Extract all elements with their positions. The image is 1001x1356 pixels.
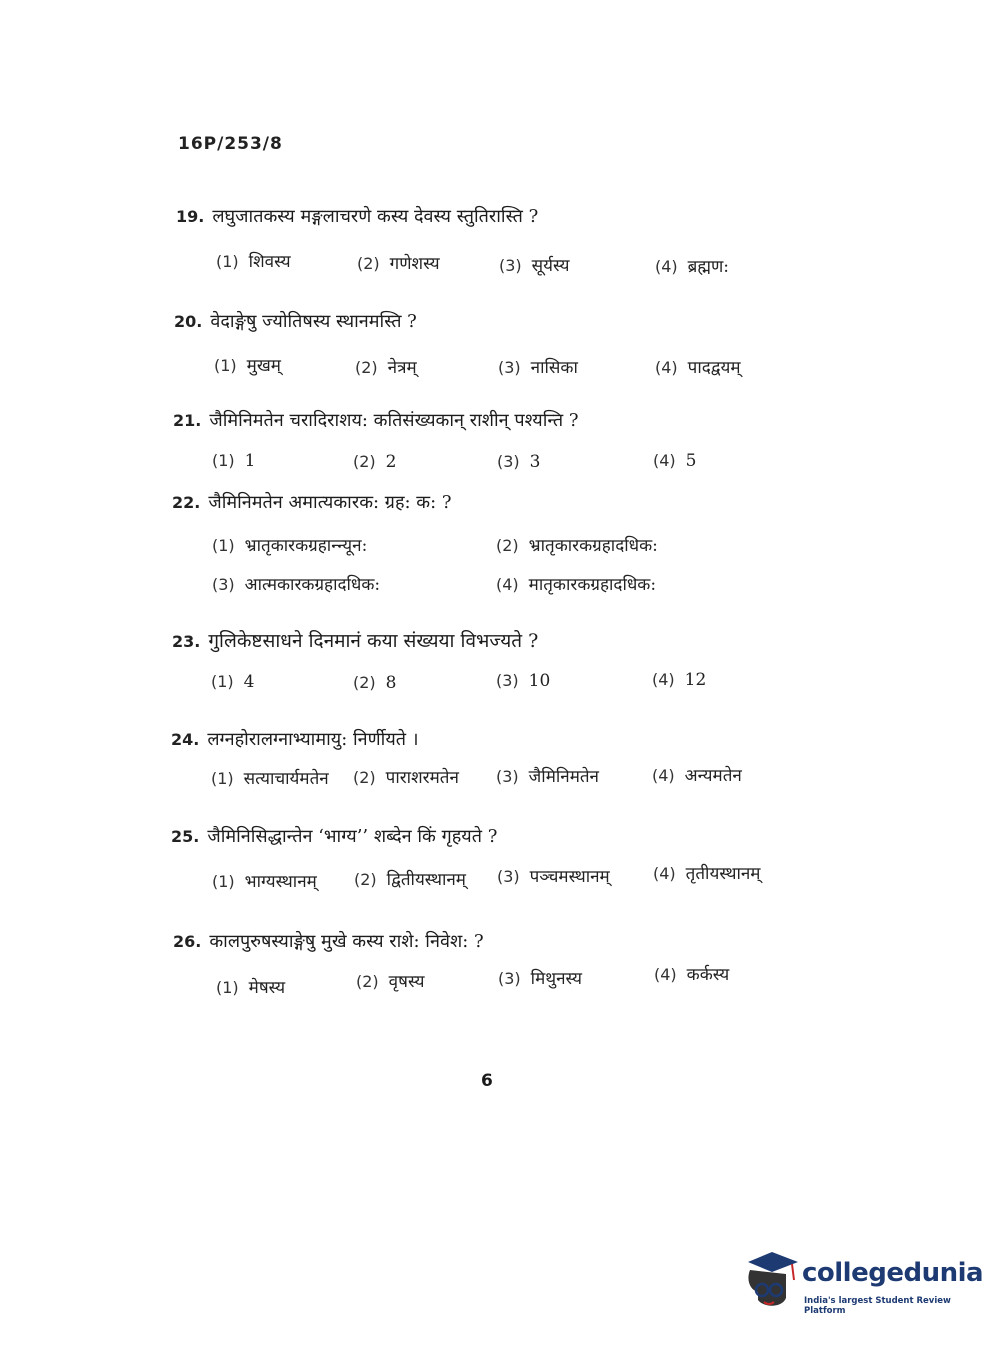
option-number: (4) — [496, 575, 519, 594]
option-3 — [498, 355, 578, 378]
option-number: (4) — [653, 864, 676, 883]
option-text: 12 — [684, 670, 707, 690]
option-number: (4) — [655, 358, 678, 377]
option-text: पाराशरमतेन — [385, 768, 459, 788]
option-text: सत्याचार्यमतेन — [243, 769, 329, 789]
option-2 — [354, 867, 466, 890]
option-3 — [496, 764, 599, 787]
option-number: (3) — [496, 671, 519, 690]
question-26 — [173, 929, 484, 953]
option-2 — [356, 969, 424, 992]
question-22 — [172, 490, 452, 514]
question-20 — [174, 309, 417, 333]
option-1 — [212, 869, 317, 892]
option-number: (3) — [212, 575, 235, 594]
option-2 — [355, 355, 417, 378]
option-1 — [212, 451, 256, 471]
option-text: पञ्चमस्थानम् — [529, 867, 610, 887]
option-text: मेषस्य — [248, 978, 286, 998]
option-text: तृतीयस्थानम् — [685, 864, 761, 884]
option-number: (2) — [353, 673, 376, 692]
option-2 — [357, 251, 440, 274]
option-number: (2) — [357, 254, 380, 273]
option-text: 2 — [385, 452, 397, 472]
collegedunia-logo — [742, 1250, 984, 1320]
option-text: सूर्यस्य — [531, 256, 570, 276]
question-text: जैमिनिसिद्धान्तेन ‘भाग्य’’ शब्देन किं गृहयते ? — [207, 826, 498, 847]
option-text: भाग्यस्थानम् — [244, 872, 317, 892]
option-4 — [654, 962, 729, 985]
option-text: पादद्वयम् — [687, 358, 741, 378]
option-number: (2) — [353, 452, 376, 471]
option-1 — [216, 249, 291, 272]
option-number: (1) — [216, 978, 239, 997]
option-text: भ्रातृकारकग्रहादधिक: — [528, 536, 658, 556]
option-1 — [212, 533, 367, 556]
option-4 — [653, 451, 697, 471]
option-number: (1) — [211, 672, 234, 691]
option-text: आत्मकारकग्रहादधिक: — [244, 575, 381, 595]
question-number: 20. — [174, 312, 203, 331]
option-text: 1 — [244, 451, 256, 471]
option-number: (2) — [353, 768, 376, 787]
question-text: जैमिनिमतेन अमात्यकारक: ग्रह: क: ? — [208, 492, 452, 513]
option-text: मुखम् — [246, 356, 281, 376]
option-number: (2) — [354, 870, 377, 889]
option-3 — [212, 572, 380, 595]
option-3 — [499, 253, 570, 276]
question-number: 26. — [173, 932, 202, 951]
option-number: (4) — [653, 451, 676, 470]
option-4 — [496, 572, 656, 595]
option-text: अन्यमतेन — [684, 766, 742, 786]
question-number: 21. — [173, 411, 202, 430]
option-text: 8 — [385, 673, 397, 693]
option-1 — [211, 672, 255, 692]
option-text: नासिका — [530, 358, 578, 378]
option-3 — [497, 864, 610, 887]
option-4 — [655, 254, 729, 277]
option-text: गणेशस्य — [389, 254, 440, 274]
option-number: (2) — [355, 358, 378, 377]
option-number: (3) — [497, 867, 520, 886]
option-text: ब्रह्मण: — [687, 257, 730, 277]
option-number: (3) — [498, 358, 521, 377]
option-1 — [211, 766, 329, 789]
option-4 — [655, 355, 741, 378]
page-number: 6 — [481, 1071, 493, 1091]
option-text: 4 — [243, 672, 255, 692]
option-number: (4) — [654, 965, 677, 984]
question-21 — [173, 408, 579, 432]
option-text: शिवस्य — [248, 252, 291, 272]
option-number: (3) — [496, 767, 519, 786]
question-25 — [171, 824, 497, 848]
option-text: नेत्रम् — [387, 358, 417, 378]
option-2 — [353, 765, 459, 788]
option-number: (3) — [499, 256, 522, 275]
option-number: (1) — [216, 252, 239, 271]
question-text: लग्नहोरालग्नाभ्यामायु: निर्णीयते । — [207, 729, 419, 750]
option-number: (1) — [212, 451, 235, 470]
option-number: (1) — [212, 872, 235, 891]
question-number: 22. — [172, 493, 201, 512]
option-number: (3) — [497, 452, 520, 471]
question-number: 25. — [171, 827, 200, 846]
option-number: (1) — [212, 536, 235, 555]
option-text: 5 — [685, 451, 697, 471]
option-1 — [214, 353, 281, 376]
option-number: (3) — [498, 969, 521, 988]
question-text: कालपुरुषस्याङ्गेषु मुखे कस्य राशे: निवेश: ? — [209, 931, 484, 952]
option-2 — [496, 533, 658, 556]
question-text: गुलिकेष्टसाधने दिनमानं कया संख्यया विभज्यते ? — [208, 630, 539, 652]
option-4 — [652, 763, 742, 786]
option-text: वृषस्य — [388, 972, 425, 992]
option-2 — [353, 673, 397, 693]
option-2 — [353, 452, 397, 472]
option-3 — [496, 671, 550, 691]
option-text: मिथुनस्य — [530, 969, 583, 989]
option-text: मातृकारकग्रहादधिक: — [528, 575, 657, 595]
option-text: जैमिनिमतेन — [528, 767, 599, 787]
question-23 — [172, 627, 538, 653]
question-19 — [176, 204, 538, 228]
question-text: जैमिनिमतेन चरादिराशय: कतिसंख्यकान् राशीन् पश्यन्ति ? — [209, 410, 579, 431]
paper-code: 16P/253/8 — [178, 134, 283, 154]
option-number: (4) — [652, 766, 675, 785]
option-number: (2) — [496, 536, 519, 555]
question-text: वेदाङ्गेषु ज्योतिषस्य स्थानमस्ति ? — [210, 311, 417, 332]
question-text: लघुजातकस्य मङ्गलाचरणे कस्य देवस्य स्तुतिरास्ति ? — [212, 206, 539, 227]
option-text: भ्रातृकारकग्रहान्न्यून: — [244, 536, 368, 556]
brand-tagline: India's largest Student Review Platform — [804, 1296, 951, 1316]
option-4 — [652, 670, 706, 690]
option-text: कर्कस्य — [686, 965, 730, 985]
question-number: 23. — [172, 632, 201, 651]
graduate-mascot-icon — [742, 1250, 800, 1312]
option-number: (2) — [356, 972, 379, 991]
option-number: (1) — [211, 769, 234, 788]
option-number: (4) — [655, 257, 678, 276]
option-text: द्वितीयस्थानम् — [386, 870, 466, 890]
option-number: (4) — [652, 670, 675, 689]
question-number: 19. — [176, 207, 205, 226]
option-text: 10 — [528, 671, 551, 691]
option-3 — [498, 966, 582, 989]
question-24 — [171, 727, 419, 751]
option-3 — [497, 452, 541, 472]
question-number: 24. — [171, 730, 200, 749]
option-number: (1) — [214, 356, 237, 375]
option-1 — [216, 975, 285, 998]
option-4 — [653, 861, 760, 884]
brand-name: collegedunia — [802, 1258, 984, 1288]
option-text: 3 — [529, 452, 541, 472]
